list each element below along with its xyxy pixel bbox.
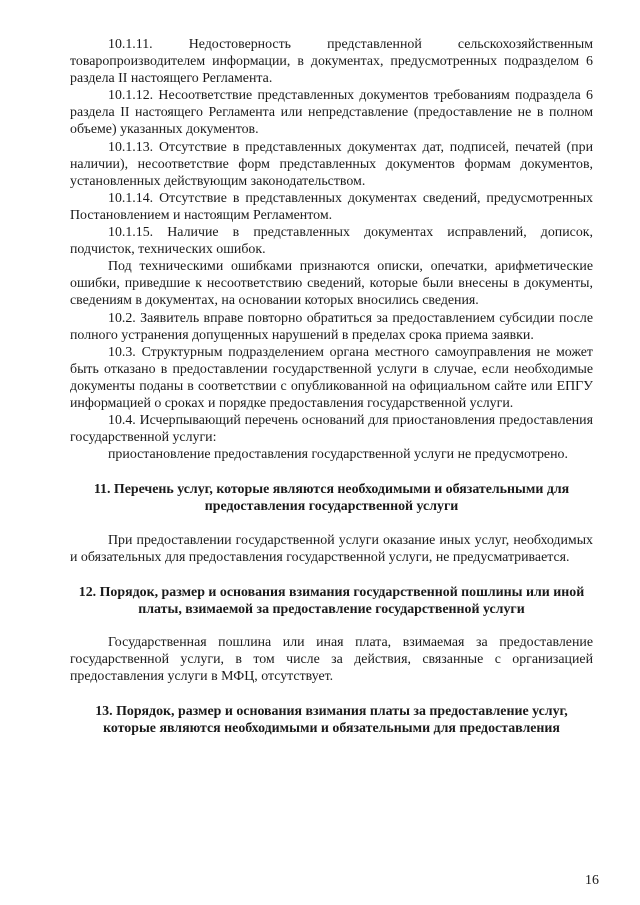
section-12-text: Государственная пошлина или иная плата, взимаемая за предоставление государственной услуги, в том числе за действия, связанные с организацией предоставления услуги в МФЦ, отсутствует. xyxy=(70,634,593,685)
paragraph-10-1-13: 10.1.13. Отсутствие в представленных документах дат, подписей, печатей (при наличии), несоответствие форм представленных документов формам документов, установленных действующим законодательством. xyxy=(70,139,593,189)
paragraph-10-1-15: 10.1.15. Наличие в представленных документах исправлений, дописок, подчисток, технических ошибок. xyxy=(70,225,593,258)
section-11-heading: 11. Перечень услуг, которые являются необходимыми и обязательными для предоставления государственной услуги xyxy=(93,482,570,515)
paragraph-10-1-11: 10.1.11. Недостоверность представленной сельскохозяйственным товаропроизводителем информации, в документах, предусмотренных подразделом 6 раздела II настоящего Регламента. xyxy=(70,37,593,87)
paragraph-technical-errors: Под техническими ошибками признаются описки, опечатки, арифметические ошибки, приведшие к несоответствию сведений, которые были внесены в документы, сведениям в документах, на основании которых вносились сведения. xyxy=(70,259,593,309)
paragraph-10-3: 10.3. Структурным подразделением органа местного самоуправления не может быть отказано в предоставлении государственной услуги в случае, если необходимые документы поданы в соответствии с опубликованной на официальном сайте или ЕПГУ информацией о сроках и порядке предоставления государственной услуги. xyxy=(70,344,593,411)
section-13-heading: 13. Порядок, размер и основания взимания платы за предоставление услуг, которые являются необходимыми и обязательными для предоставления xyxy=(95,704,568,737)
paragraph-10-4: 10.4. Исчерпывающий перечень оснований для приостановления предоставления государственной услуги: xyxy=(70,413,593,446)
section-12-heading: 12. Порядок, размер и основания взимания государственной пошлины или иной платы, взимаемой за предоставление государственной услуги xyxy=(78,584,585,617)
section-11-text: При предоставлении государственной услуги оказание иных услуг, необходимых и обязательных для предоставления государственной услуги, не предусматривается. xyxy=(70,532,593,565)
paragraph-10-2: 10.2. Заявитель вправе повторно обратиться за предоставлением субсидии после полного устранения допущенных нарушений в пределах срока приема заявки. xyxy=(70,310,593,343)
paragraph-suspension: приостановление предоставления государственной услуги не предусмотрено. xyxy=(108,447,568,463)
paragraph-10-1-12: 10.1.12. Несоответствие представленных документов требованиям подраздела 6 раздела II настоящего Регламента или непредставление (предоставление не в полном объеме) указанных документов. xyxy=(70,88,593,138)
page-number: 16 xyxy=(585,873,599,888)
paragraph-10-1-14: 10.1.14. Отсутствие в представленных документах сведений, предусмотренных Постановлением и настоящим Регламентом. xyxy=(70,190,593,223)
